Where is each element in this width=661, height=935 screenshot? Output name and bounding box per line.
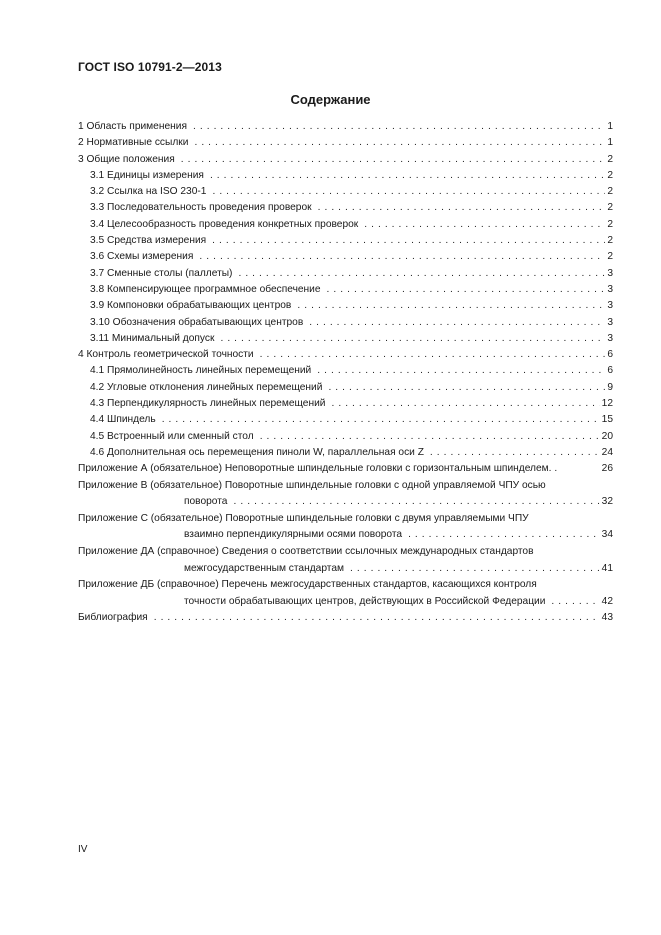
leader-dots: [194, 135, 605, 151]
toc-appendix-continuation: [78, 494, 613, 510]
toc-appendix-subtitle: точности обрабатывающих центров, действующих в Российской Федерации: [184, 595, 546, 607]
leader-dots: [327, 282, 606, 298]
toc-entry-page: 3: [607, 283, 613, 295]
toc-appendix-entry[interactable]: [78, 461, 613, 477]
document-header: ГОСТ ISO 10791-2—2013: [78, 60, 222, 74]
toc-entry-label: 4.4 Шпиндель: [90, 414, 156, 426]
toc-entries: [78, 119, 613, 461]
toc-entry-page: 12: [601, 398, 613, 410]
toc-entry-label: 3.3 Последовательность проведения проверок: [90, 202, 312, 214]
leader-dots: [193, 119, 605, 135]
toc-entry-label: 3.2 Ссылка на ISO 230-1: [90, 186, 207, 198]
toc-appendix-title: Приложение В (обязательное) Поворотные шпиндельные головки с одной управляемой ЧПУ осью: [78, 480, 546, 492]
leader-dots: [318, 200, 606, 216]
leader-dots: [551, 594, 599, 610]
toc-appendix-title: Приложение С (обязательное) Поворотные шпиндельные головки с двумя управляемыми ЧПУ: [78, 513, 529, 525]
leader-dots: [331, 396, 599, 412]
toc-entry-page: 2: [607, 251, 613, 263]
toc-entry-label: 4.2 Угловые отклонения линейных перемещений: [90, 381, 323, 393]
toc-appendix-page: 32: [601, 496, 613, 508]
toc-entry-label: 3 Общие положения: [78, 153, 175, 165]
toc-entry-label: 4 Контроль геометрической точности: [78, 349, 254, 361]
toc-entry[interactable]: [78, 135, 613, 151]
toc-entry[interactable]: [78, 412, 613, 428]
toc-entry-label: 4.3 Перпендикулярность линейных перемещений: [90, 398, 326, 410]
toc-appendix-entry[interactable]: [78, 478, 613, 511]
toc-entry-page: 2: [607, 218, 613, 230]
toc-entry[interactable]: [78, 119, 613, 135]
toc-entry-label: 4.1 Прямолинейность линейных перемещений: [90, 365, 312, 377]
toc-entry[interactable]: [78, 152, 613, 168]
toc-entry-label: 3.11 Минимальный допуск: [90, 332, 215, 344]
toc-appendix-title: Приложение А (обязательное) Неповоротные шпиндельные головки с горизонтальным шпинделем. .: [78, 463, 558, 475]
toc-entry-label: 4.6 Дополнительная ось перемещения пиноли W, параллельная оси Z: [90, 446, 424, 458]
toc-entry[interactable]: [78, 233, 613, 249]
toc-entry-page: 3: [607, 332, 613, 344]
toc-appendix-page: 41: [601, 562, 613, 574]
leader-dots: [260, 429, 600, 445]
toc-entry-label: 3.8 Компенсирующее программное обеспечение: [90, 283, 321, 295]
toc-appendix-entry[interactable]: [78, 544, 613, 577]
toc-entry[interactable]: [78, 249, 613, 265]
toc-entry-label: 3.5 Средства измерения: [90, 235, 207, 247]
table-of-contents: [78, 119, 613, 627]
toc-entry-label: 3.1 Единицы измерения: [90, 169, 204, 181]
leader-dots: [317, 363, 605, 379]
toc-entry-label: Библиография: [78, 612, 148, 624]
leader-dots: [364, 217, 605, 233]
toc-entry[interactable]: [78, 331, 613, 347]
toc-entry[interactable]: [78, 429, 613, 445]
toc-appendix-page: 26: [601, 463, 613, 475]
leader-dots: [350, 561, 600, 577]
toc-entry[interactable]: [78, 315, 613, 331]
toc-entry-page: 3: [607, 267, 613, 279]
toc-appendix-entry[interactable]: [78, 511, 613, 544]
toc-entry-page: 1: [607, 137, 613, 149]
leader-dots: [162, 412, 600, 428]
toc-entry-page: 20: [601, 430, 613, 442]
toc-entry-page: 6: [607, 365, 613, 377]
toc-entry[interactable]: [78, 266, 613, 282]
leader-dots: [181, 152, 606, 168]
toc-entry-page: 3: [607, 316, 613, 328]
toc-entry[interactable]: [78, 363, 613, 379]
toc-entry-page: 24: [601, 446, 613, 458]
toc-entry-page: 1: [607, 121, 613, 132]
toc-entry-label: 3.6 Схемы измерения: [90, 251, 194, 263]
toc-entry-label: 4.5 Встроенный или сменный стол: [90, 430, 254, 442]
leader-dots: [238, 266, 605, 282]
toc-entry-label: 3.7 Сменные столы (паллеты): [90, 267, 233, 279]
toc-entry-page: 2: [607, 202, 613, 214]
toc-appendix-subtitle: взаимно перпендикулярными осями поворота: [184, 529, 403, 541]
toc-appendix-title: Приложение ДА (справочное) Сведения о соответствии ссылочных международных стандартов: [78, 546, 534, 558]
toc-entry-label: 3.9 Компоновки обрабатывающих центров: [90, 300, 292, 312]
toc-appendix-subtitle: межгосударственным стандартам: [184, 562, 344, 574]
leader-dots: [297, 298, 605, 314]
toc-appendix-line: [78, 461, 613, 477]
leader-dots: [260, 347, 606, 363]
leader-dots: [210, 168, 605, 184]
toc-entry[interactable]: [78, 396, 613, 412]
toc-appendix-page: 42: [601, 595, 613, 607]
toc-entry-page: 15: [601, 414, 613, 426]
page-title: Содержание: [290, 92, 371, 107]
toc-entry-page: 9: [607, 381, 613, 393]
toc-entry[interactable]: [78, 168, 613, 184]
toc-appendix-entry[interactable]: [78, 577, 613, 610]
leader-dots: [199, 249, 605, 265]
toc-entry[interactable]: [78, 282, 613, 298]
toc-entry[interactable]: [78, 380, 613, 396]
leader-dots: [233, 494, 599, 510]
toc-entry-page: 3: [607, 300, 613, 312]
toc-appendix-title: Приложение ДБ (справочное) Перечень межгосударственных стандартов, касающихся контроля: [78, 579, 537, 591]
toc-entry-bibliography[interactable]: [78, 610, 613, 626]
toc-entry-label: 2 Нормативные ссылки: [78, 137, 189, 149]
toc-appendix-page: 34: [601, 529, 613, 541]
leader-dots: [154, 610, 600, 626]
leader-dots: [408, 527, 600, 543]
toc-appendix-subtitle: поворота: [184, 496, 228, 508]
toc-entry[interactable]: [78, 217, 613, 233]
toc-entry[interactable]: [78, 347, 613, 363]
toc-entry-page: 43: [601, 612, 613, 624]
leader-dots: [212, 184, 605, 200]
toc-entry-page: 2: [607, 186, 613, 198]
toc-entry[interactable]: [78, 445, 613, 461]
toc-entry-page: 6: [607, 349, 613, 361]
toc-appendix-continuation: [78, 527, 613, 543]
toc-entry-page: 2: [607, 153, 613, 165]
leader-dots: [220, 331, 605, 347]
leader-dots: [212, 233, 605, 249]
toc-entry-page: 2: [607, 169, 613, 181]
leader-dots: [430, 445, 600, 461]
toc-entry[interactable]: [78, 298, 613, 314]
toc-entry-page: 2: [607, 235, 613, 247]
toc-entry[interactable]: [78, 184, 613, 200]
toc-entry-label: 3.10 Обозначения обрабатывающих центров: [90, 316, 304, 328]
toc-entry[interactable]: [78, 200, 613, 216]
leader-dots: [309, 315, 605, 331]
leader-dots: [328, 380, 605, 396]
toc-appendix-continuation: [78, 561, 613, 577]
toc-entry-label: 1 Область применения: [78, 121, 187, 132]
toc-appendices: [78, 461, 613, 610]
toc-entry-label: 3.4 Целесообразность проведения конкретных проверок: [90, 218, 359, 230]
page-number: IV: [78, 844, 88, 855]
toc-appendix-continuation: [78, 594, 613, 610]
